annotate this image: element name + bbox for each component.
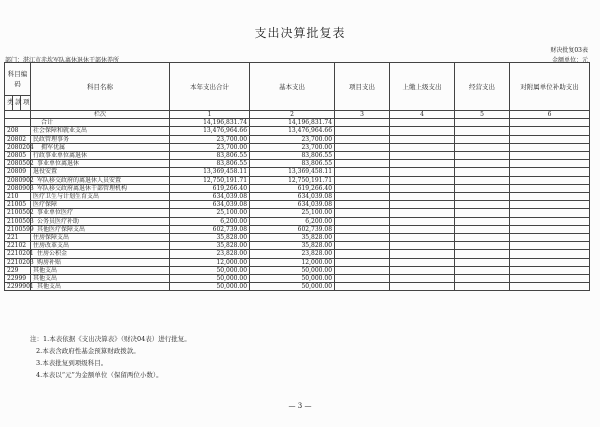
empty-cell	[390, 234, 455, 242]
table-row	[5, 152, 590, 160]
basic-cell: 83,806.55	[250, 160, 335, 168]
empty-cell	[390, 152, 455, 160]
subject-name: 公务员医疗补助	[31, 217, 170, 225]
subject-code: 22999	[5, 275, 31, 283]
empty-cell	[510, 266, 590, 274]
subject-name: 行政事业单位离退休	[31, 152, 170, 160]
empty-cell	[390, 143, 455, 151]
empty-cell	[335, 242, 390, 250]
empty-cell	[335, 160, 390, 168]
total-cell: 619,266.40	[170, 184, 250, 192]
empty-cell	[510, 176, 590, 184]
table-row	[5, 258, 590, 266]
empty-cell	[335, 225, 390, 233]
total-cell: 83,806.55	[170, 152, 250, 160]
empty-cell	[335, 135, 390, 143]
subject-code: 2080204	[5, 143, 31, 151]
subject-code: 208	[5, 127, 31, 135]
header-col-3: 项目支出	[335, 63, 390, 111]
table-row	[5, 143, 590, 151]
subject-code: 210	[5, 193, 31, 201]
empty-cell	[455, 176, 510, 184]
empty-cell	[390, 225, 455, 233]
basic-cell: 12,750,191.71	[250, 176, 335, 184]
header-col-5: 经营支出	[455, 63, 510, 111]
subject-name: 其他支出	[31, 266, 170, 274]
basic-cell: 35,828.00	[250, 234, 335, 242]
total-cell: 634,039.08	[170, 193, 250, 201]
empty-cell	[335, 176, 390, 184]
basic-cell: 14,196,831.74	[250, 119, 335, 127]
subject-name: 住房公积金	[31, 250, 170, 258]
empty-cell	[455, 160, 510, 168]
empty-cell	[335, 193, 390, 201]
subject-code: 2080903	[5, 184, 31, 192]
page-title: 支出决算批复表	[254, 26, 346, 40]
empty-cell	[390, 209, 455, 217]
subject-name: 事业单位医疗	[31, 209, 170, 217]
table-row	[5, 193, 590, 201]
page-number: — 3 —	[288, 402, 312, 410]
table-row	[5, 250, 590, 258]
total-cell: 23,700.00	[170, 135, 250, 143]
table-row	[5, 242, 590, 250]
empty-cell	[335, 152, 390, 160]
empty-cell	[335, 275, 390, 283]
subject-name: 军队移交政府的离退休人员安置	[31, 176, 170, 184]
basic-cell: 83,806.55	[250, 152, 335, 160]
subject-code: 21005	[5, 201, 31, 209]
empty-cell	[455, 119, 510, 127]
empty-cell	[390, 127, 455, 135]
basic-cell: 13,369,458.11	[250, 168, 335, 176]
empty-cell	[510, 250, 590, 258]
empty-cell	[390, 266, 455, 274]
empty-cell	[335, 209, 390, 217]
header-xiang: 项	[21, 96, 31, 111]
subject-code	[5, 119, 31, 127]
subject-code: 2100502	[5, 209, 31, 217]
table-row	[5, 160, 590, 168]
subject-code: 2100503	[5, 217, 31, 225]
subject-name: 其他支出	[31, 283, 170, 291]
department-label: 部门：湛江市赤坎军队离休退休干部休养所	[5, 57, 120, 64]
empty-cell	[335, 217, 390, 225]
header-class: 类	[5, 96, 13, 111]
empty-cell	[510, 201, 590, 209]
total-cell: 13,369,458.11	[170, 168, 250, 176]
basic-cell: 23,700.00	[250, 135, 335, 143]
basic-cell: 634,039.08	[250, 193, 335, 201]
table-row	[5, 127, 590, 135]
empty-cell	[335, 283, 390, 291]
table-row	[5, 135, 590, 143]
table-row	[5, 217, 590, 225]
empty-cell	[455, 234, 510, 242]
empty-cell	[335, 143, 390, 151]
header-subject-code: 科目编码	[5, 63, 31, 96]
empty-cell	[335, 119, 390, 127]
empty-cell	[390, 258, 455, 266]
empty-cell	[510, 119, 590, 127]
total-cell: 602,739.08	[170, 225, 250, 233]
empty-cell	[455, 217, 510, 225]
table-row	[5, 201, 590, 209]
total-cell: 12,750,191.71	[170, 176, 250, 184]
basic-cell: 25,100.00	[250, 209, 335, 217]
note-2: 2.本表含政府性基金预算财政拨款。	[36, 347, 140, 355]
notes	[30, 333, 191, 381]
empty-cell	[510, 127, 590, 135]
empty-cell	[390, 242, 455, 250]
table-row	[5, 225, 590, 233]
header-kuan: 款	[13, 96, 21, 111]
empty-cell	[510, 152, 590, 160]
unit-label: 金额单位：元	[551, 57, 588, 64]
empty-cell	[390, 184, 455, 192]
subject-code: 20802	[5, 135, 31, 143]
subject-code: 2100599	[5, 225, 31, 233]
empty-cell	[390, 135, 455, 143]
empty-cell	[390, 193, 455, 201]
empty-cell	[455, 201, 510, 209]
header-col-6: 对附属单位补助支出	[510, 63, 590, 111]
empty-cell	[455, 258, 510, 266]
subject-name: 军队移交政府离退休干部管理机构	[31, 184, 170, 192]
total-cell: 35,828.00	[170, 242, 250, 250]
empty-cell	[335, 127, 390, 135]
subject-code: 20805	[5, 152, 31, 160]
subject-code: 2080902	[5, 176, 31, 184]
empty-cell	[510, 135, 590, 143]
basic-cell: 23,828.00	[250, 250, 335, 258]
subject-name: 医疗卫生与计划生育支出	[31, 193, 170, 201]
empty-cell	[455, 275, 510, 283]
table-row	[5, 283, 590, 291]
subject-name: 退役安置	[31, 168, 170, 176]
subject-code: 20809	[5, 168, 31, 176]
empty-cell	[390, 119, 455, 127]
empty-cell	[390, 160, 455, 168]
empty-cell	[455, 152, 510, 160]
table-row	[5, 168, 590, 176]
empty-cell	[390, 217, 455, 225]
index-row: 栏次 1 2 3 4 5 6	[5, 111, 590, 119]
empty-cell	[335, 258, 390, 266]
empty-cell	[390, 275, 455, 283]
subject-name: 住房改革支出	[31, 242, 170, 250]
basic-cell: 50,000.00	[250, 283, 335, 291]
total-cell: 12,000.00	[170, 258, 250, 266]
total-cell: 50,000.00	[170, 266, 250, 274]
basic-cell: 602,739.08	[250, 225, 335, 233]
subject-code: 2299901	[5, 283, 31, 291]
subject-name: 住房保障支出	[31, 234, 170, 242]
note-4: 4.本表以“元”为金额单位（保留两位小数）。	[36, 371, 163, 379]
subject-name: 医疗保障	[31, 201, 170, 209]
note-1: 注：1.本表依据《支出决算表》（财决04表）进行批复。	[30, 335, 191, 343]
total-cell: 50,000.00	[170, 275, 250, 283]
basic-cell: 6,200.00	[250, 217, 335, 225]
empty-cell	[335, 168, 390, 176]
total-cell: 25,100.00	[170, 209, 250, 217]
empty-cell	[510, 242, 590, 250]
empty-cell	[455, 193, 510, 201]
total-cell: 83,806.55	[170, 160, 250, 168]
empty-cell	[455, 225, 510, 233]
header-subject-name: 科目名称	[31, 63, 170, 111]
empty-cell	[455, 283, 510, 291]
empty-cell	[510, 283, 590, 291]
note-3: 3.本表批复到项级科目。	[36, 359, 108, 367]
empty-cell	[390, 168, 455, 176]
subject-name: 民政管理事务	[31, 135, 170, 143]
basic-cell: 23,700.00	[250, 143, 335, 151]
empty-cell	[455, 127, 510, 135]
header-col-4: 上缴上级支出	[390, 63, 455, 111]
empty-cell	[510, 193, 590, 201]
basic-cell: 619,266.40	[250, 184, 335, 192]
empty-cell	[510, 225, 590, 233]
empty-cell	[335, 234, 390, 242]
empty-cell	[455, 266, 510, 274]
subject-name: 购房补贴	[31, 258, 170, 266]
basic-cell: 50,000.00	[250, 266, 335, 274]
total-cell: 50,000.00	[170, 283, 250, 291]
basic-cell: 634,039.08	[250, 201, 335, 209]
subject-name: 合计	[31, 119, 170, 127]
table-row	[5, 234, 590, 242]
subject-name: 事业单位离退休	[31, 160, 170, 168]
table-row	[5, 209, 590, 217]
table-row	[5, 184, 590, 192]
empty-cell	[455, 135, 510, 143]
expenditure-table	[4, 62, 590, 291]
empty-cell	[455, 242, 510, 250]
empty-cell	[510, 168, 590, 176]
table-row	[5, 275, 590, 283]
table-row	[5, 176, 590, 184]
basic-cell: 50,000.00	[250, 275, 335, 283]
empty-cell	[510, 143, 590, 151]
empty-cell	[455, 184, 510, 192]
subject-name: 其他支出	[31, 275, 170, 283]
total-cell: 634,039.08	[170, 201, 250, 209]
subject-code: 2080502	[5, 160, 31, 168]
empty-cell	[335, 184, 390, 192]
empty-cell	[510, 184, 590, 192]
empty-cell	[390, 176, 455, 184]
empty-cell	[455, 143, 510, 151]
empty-cell	[510, 217, 590, 225]
empty-cell	[390, 283, 455, 291]
empty-cell	[510, 209, 590, 217]
empty-cell	[390, 250, 455, 258]
basic-cell: 12,000.00	[250, 258, 335, 266]
total-cell: 23,828.00	[170, 250, 250, 258]
empty-cell	[510, 258, 590, 266]
empty-cell	[455, 209, 510, 217]
subject-code: 229	[5, 266, 31, 274]
total-cell: 23,700.00	[170, 143, 250, 151]
subject-code: 2210201	[5, 250, 31, 258]
empty-cell	[510, 160, 590, 168]
doc-code: 财决批复03表	[550, 47, 588, 54]
header-col-1: 本年支出合计	[170, 63, 250, 111]
table-row	[5, 119, 590, 127]
subject-code: 2210203	[5, 258, 31, 266]
empty-cell	[335, 250, 390, 258]
empty-cell	[510, 234, 590, 242]
basic-cell: 13,476,964.66	[250, 127, 335, 135]
total-cell: 6,200.00	[170, 217, 250, 225]
table-row	[5, 266, 590, 274]
subject-code: 221	[5, 234, 31, 242]
subject-name: 社会保障和就业支出	[31, 127, 170, 135]
empty-cell	[335, 266, 390, 274]
empty-cell	[455, 168, 510, 176]
subject-name: 其他医疗保障支出	[31, 225, 170, 233]
empty-cell	[455, 250, 510, 258]
header-col-2: 基本支出	[250, 63, 335, 111]
subject-name: 拥军优属	[31, 143, 170, 151]
subject-code: 22102	[5, 242, 31, 250]
total-cell: 35,828.00	[170, 234, 250, 242]
empty-cell	[335, 201, 390, 209]
total-cell: 14,196,831.74	[170, 119, 250, 127]
empty-cell	[390, 201, 455, 209]
basic-cell: 35,828.00	[250, 242, 335, 250]
empty-cell	[510, 275, 590, 283]
total-cell: 13,476,964.66	[170, 127, 250, 135]
